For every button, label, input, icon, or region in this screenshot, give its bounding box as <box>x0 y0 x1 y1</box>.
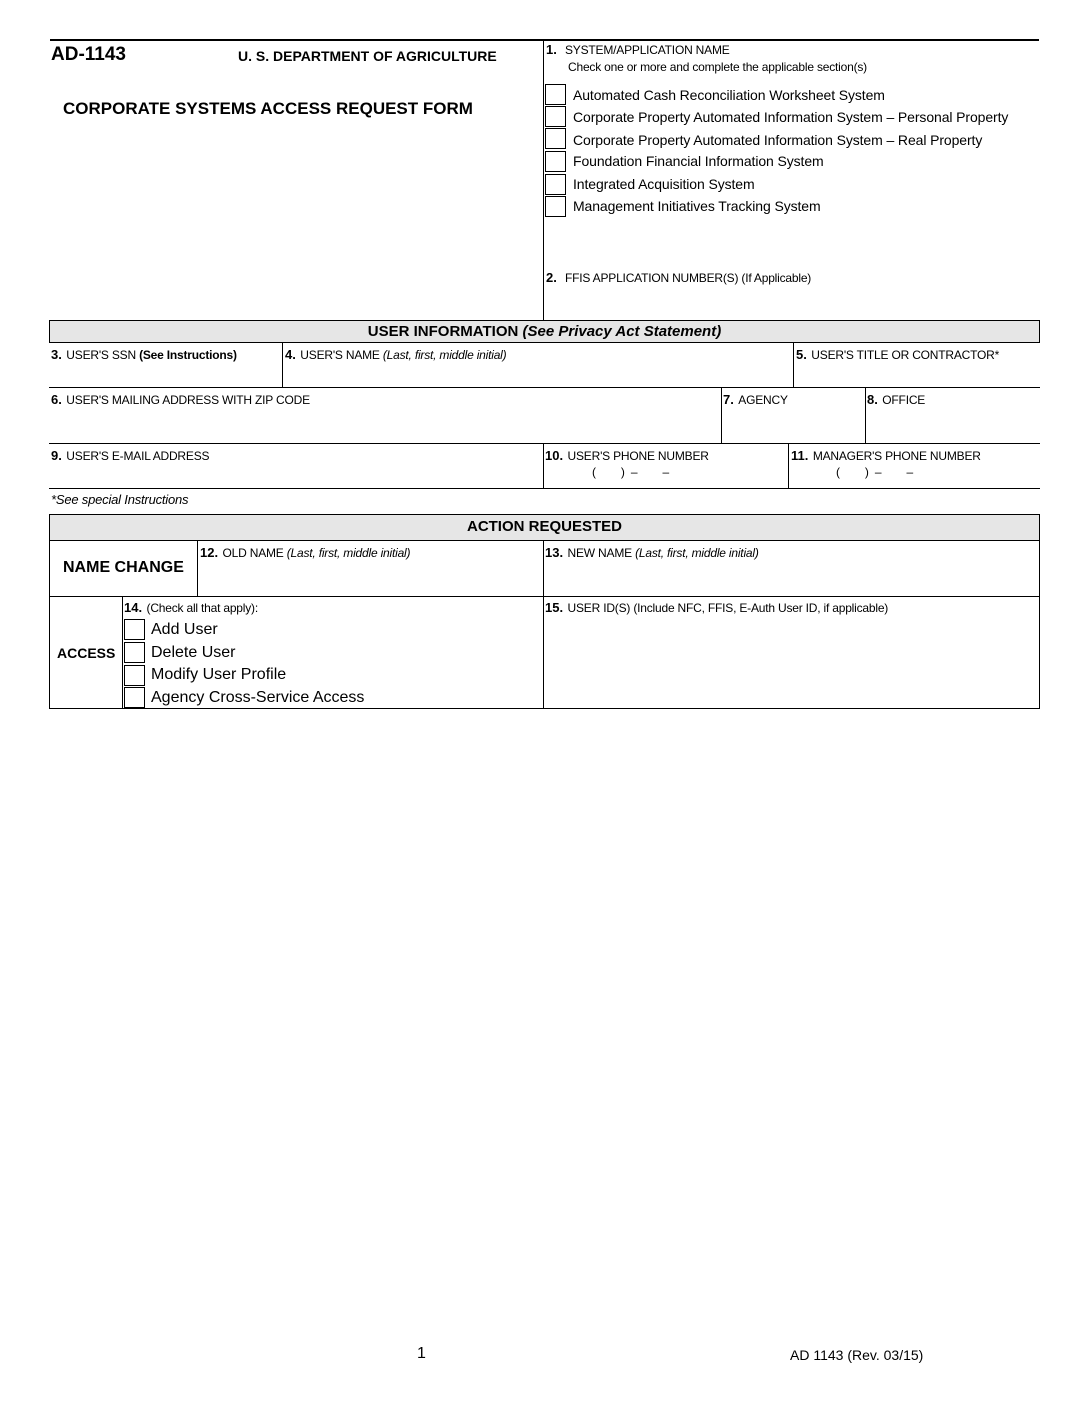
field-1-label: SYSTEM/APPLICATION NAME <box>565 43 730 57</box>
office-field[interactable]: 8. OFFICE <box>867 392 926 407</box>
system-checkbox[interactable] <box>545 128 566 149</box>
special-instructions-note: *See special Instructions <box>51 492 189 507</box>
add-user-label: Add User <box>151 621 218 638</box>
system-option: Automated Cash Reconciliation Worksheet System <box>573 87 885 103</box>
page-number: 1 <box>417 1345 426 1362</box>
system-option: Management Initiatives Tracking System <box>573 198 821 214</box>
system-option: Integrated Acquisition System <box>573 176 755 192</box>
modify-user-profile-checkbox[interactable] <box>124 665 145 686</box>
manager-phone-template: ( ) – – <box>836 465 913 479</box>
system-checkbox[interactable] <box>545 84 566 105</box>
new-name-field[interactable]: 13. NEW NAME (Last, first, middle initial) <box>545 545 759 560</box>
manager-phone-field[interactable]: 11. MANAGER'S PHONE NUMBER <box>791 448 981 463</box>
access-options-header: 14. (Check all that apply): <box>124 600 258 615</box>
form-id: AD-1143 <box>51 44 126 65</box>
user-phone-field[interactable]: 10. USER'S PHONE NUMBER <box>545 448 709 463</box>
cross-service-access-checkbox[interactable] <box>124 687 145 708</box>
system-checkbox[interactable] <box>545 106 566 127</box>
top-rule <box>50 39 1039 41</box>
cross-service-access-label: Agency Cross-Service Access <box>151 689 365 706</box>
agency-field[interactable]: 7. AGENCY <box>723 392 788 407</box>
mailing-address-field[interactable]: 6. USER'S MAILING ADDRESS WITH ZIP CODE <box>51 392 310 407</box>
old-name-field[interactable]: 12. OLD NAME (Last, first, middle initial) <box>200 545 411 560</box>
system-option: Foundation Financial Information System <box>573 153 824 169</box>
user-title-field[interactable]: 5. USER'S TITLE OR CONTRACTOR* <box>796 347 1000 362</box>
field-1-number: 1. <box>546 42 557 57</box>
field-2-number: 2. <box>546 270 557 285</box>
user-phone-template: ( ) – – <box>592 465 669 479</box>
form-revision: AD 1143 (Rev. 03/15) <box>790 1347 924 1363</box>
department-name: U. S. DEPARTMENT OF AGRICULTURE <box>238 48 497 64</box>
ffis-application-number-label: FFIS APPLICATION NUMBER(S) (If Applicable) <box>565 271 812 285</box>
modify-user-profile-label: Modify User Profile <box>151 666 287 683</box>
user-ids-field[interactable]: 15. USER ID(S) (Include NFC, FFIS, E-Auth User ID, if applicable) <box>545 600 889 615</box>
user-name-field[interactable]: 4. USER'S NAME (Last, first, middle initial) <box>285 347 507 362</box>
form-title: CORPORATE SYSTEMS ACCESS REQUEST FORM <box>63 99 473 118</box>
action-requested-header: ACTION REQUESTED <box>49 514 1040 541</box>
system-checkbox[interactable] <box>545 151 566 172</box>
system-checkbox[interactable] <box>545 196 566 217</box>
user-information-header: USER INFORMATION (See Privacy Act Statement) <box>49 320 1040 343</box>
ssn-field[interactable]: 3. USER'S SSN (See Instructions) <box>51 347 237 362</box>
delete-user-label: Delete User <box>151 644 236 661</box>
header-divider <box>543 41 544 321</box>
name-change-label: NAME CHANGE <box>63 559 184 576</box>
system-option: Corporate Property Automated Information System – Real Property <box>573 132 983 148</box>
system-checkbox[interactable] <box>545 174 566 195</box>
delete-user-checkbox[interactable] <box>124 642 145 663</box>
field-1-instruction: Check one or more and complete the applicable section(s) <box>568 60 867 74</box>
email-field[interactable]: 9. USER'S E-MAIL ADDRESS <box>51 448 210 463</box>
system-option: Corporate Property Automated Information System – Personal Property <box>573 109 1009 125</box>
access-label: ACCESS <box>57 645 116 661</box>
add-user-checkbox[interactable] <box>124 619 145 640</box>
